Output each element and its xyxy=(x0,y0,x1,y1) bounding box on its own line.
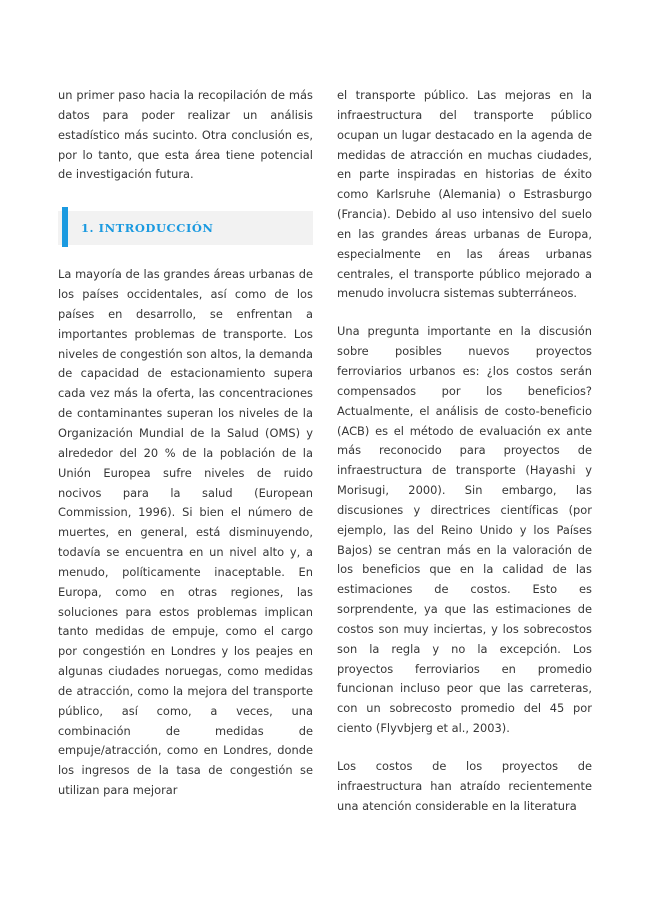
paragraph-costos-literatura: Los costos de los proyectos de infraestructura han atraído recientemente una atención considerable en la literatura xyxy=(337,759,592,813)
paragraph-continuation: un primer paso hacia la recopilación de más datos para poder realizar un análisis estadístico más sucinto. Otra conclusión es, por lo tanto, que esta área tiene potencial de investigación futura. xyxy=(58,88,313,182)
left-column xyxy=(58,86,313,876)
paragraph-intro-body: La mayoría de las grandes áreas urbanas de los países occidentales, así como de los países en desarrollo, se enfrentan a importantes problemas de transporte. Los niveles de congestión son altos, la demanda de capacidad de estacionamiento supera cada vez más la oferta, las concentraciones de contaminantes superan los niveles de la Organización Mundial de la Salud (OMS) y alrededor del 20 % de la población de la Unión Europea sufre niveles de ruido nocivos para la salud (European Commission, 1996). Si bien el número de muertes, en general, está disminuyendo, todavía se encuentra en un nivel alto y, a menudo, políticamente inaceptable. En Europa, como en otras regiones, las soluciones para estos problemas implican tanto medidas de empuje, como el cargo por congestión en Londres y los peajes en algunas ciudades noruegas, como medidas de atracción, como la mejora del transporte público, así como, a veces, una combinación de medidas de empuje/atracción, como en Londres, donde los ingresos de la tasa de congestión se utilizan para mejorar xyxy=(58,267,313,798)
two-column-layout xyxy=(58,86,592,876)
section-heading-introduccion xyxy=(58,211,313,245)
paragraph-pregunta-acb: Una pregunta importante en la discusión sobre posibles nuevos proyectos ferroviarios urbanos es: ¿los costos serán compensados por los beneficios? Actualmente, el análisis de costo-beneficio (ACB) es el método de evaluación ex ante más reconocido para proyectos de infraestructura de transporte (Hayashi y Morisugi, 2000). Sin embargo, las discusiones y directrices científicas (por ejemplo, las del Reino Unido y los Países Bajos) se centran más en la valoración de los beneficios que en la calidad de las estimaciones de costos. Esto es sorprendente, ya que las estimaciones de costos son muy inciertas, y los sobrecostos son la regla y no la excepción. Los proyectos ferroviarios en promedio funcionan incluso peor que las carreteras, con un sobrecosto promedio del 45 por ciento (Flyvbjerg et al., 2003). xyxy=(337,324,592,736)
section-heading-label: 1. INTRODUCCIÓN xyxy=(81,221,214,236)
heading-accent-bar xyxy=(62,207,68,247)
right-column xyxy=(337,86,592,876)
paragraph-transporte-publico: el transporte público. Las mejoras en la infraestructura del transporte público ocupan un lugar destacado en la agenda de medidas de atracción en muchas ciudades, en parte inspiradas en historias de éxito como Karlsruhe (Alemania) o Estrasburgo (Francia). Debido al uso intensivo del suelo en las grandes áreas urbanas de Europa, especialmente en las áreas urbanas centrales, el transporte público mejorado a menudo involucra sistemas subterráneos. xyxy=(337,88,592,301)
